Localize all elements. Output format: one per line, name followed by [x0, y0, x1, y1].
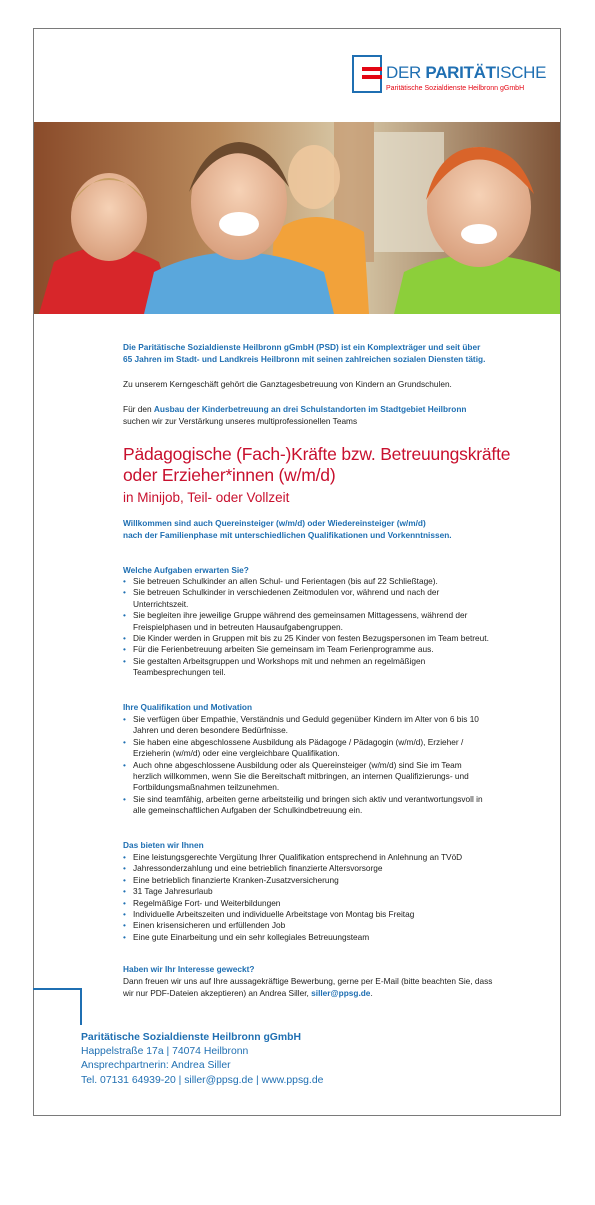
list-item: • Die Kinder werden in Gruppen mit bis zu 25 Kinder von festen Bezugspersonen im Team betreut.: [123, 633, 535, 644]
list-item: • Für die Ferienbetreuung arbeiten Sie gemeinsam im Team Ferienprogramme aus.: [123, 644, 535, 655]
list-item: • Einen krisensicheren und erfüllenden Job: [123, 920, 535, 931]
footer-company: Paritätische Sozialdienste Heilbronn gGmbH: [81, 1032, 301, 1043]
paritaetische-logo: [352, 55, 547, 97]
list-item: • Sie betreuen Schulkinder an allen Schul- und Ferientagen (bis auf 22 Schließtage).: [123, 576, 535, 587]
list-item: • Sie begleiten ihre jeweilige Gruppe während des gemeinsamen Mittagessens, während der Freispielphasen und in betreuten Hausaufgabengruppen.: [123, 610, 535, 633]
footer-address: Happelstraße 17a | 74074 Heilbronn: [81, 1046, 249, 1058]
logo-subtitle: Paritätische Sozialdienste Heilbronn gGmbH: [386, 85, 525, 92]
job-title-line-1: Pädagogische (Fach-)Kräfte bzw. Betreuungskräfte: [123, 444, 511, 464]
expansion-line-1: Für den Ausbau der Kinderbetreuung an drei Schulstandorten im Stadtgebiet Heilbronn: [123, 404, 467, 414]
footer-phone-email-web[interactable]: Tel. 07131 64939-20 | siller@ppsg.de | www.ppsg.de: [81, 1074, 324, 1086]
footer-contact-person: Ansprechpartnerin: Andrea Siller: [81, 1060, 231, 1072]
list-item: • Sie sind teamfähig, arbeiten gerne arbeitsteilig und bringen sich aktiv und verantwortungsvoll in alle gemeinschaftlichen Aufgaben der Schulkindbetreuung ein.: [123, 794, 535, 817]
job-title-line-2: oder Erzieher*innen (w/m/d): [123, 465, 336, 485]
welcome-line-1: Willkommen sind auch Quereinsteiger (w/m/d) oder Wiedereinsteiger (w/m/d): [123, 518, 426, 528]
interest-heading: Haben wir Ihr Interesse geweckt?: [123, 964, 255, 974]
interest-line-2: wir nur PDF-Dateien akzeptieren) an Andrea Siller, siller@ppsg.de.: [123, 988, 373, 998]
list-item: • Eine gute Einarbeitung und ein sehr kollegiales Betreuungsteam: [123, 932, 535, 943]
list-item: • Regelmäßige Fort- und Weiterbildungen: [123, 898, 535, 909]
logo-wordmark: DER PARITÄTISCHE: [386, 63, 547, 82]
tasks-list: [123, 576, 535, 679]
list-item: • Auch ohne abgeschlossene Ausbildung oder als Quereinsteiger (w/m/d) sind Sie im Team herzlich willkommen, wenn Sie die Bereitschaft mitbringen, an internen Qualifizierungs- und Fortbildungsmaßnahmen teilzunehmen.: [123, 760, 535, 794]
intro-line-1: Die Paritätische Sozialdienste Heilbronn gGmbH (PSD) ist ein Komplexträger und seit über: [123, 342, 481, 352]
footer-corner-line: [80, 988, 82, 1025]
footer-corner-line: [33, 988, 82, 990]
core-business-text: Zu unserem Kerngeschäft gehört die Ganztagesbetreuung von Kindern an Grundschulen.: [123, 379, 452, 389]
list-item: • Eine leistungsgerechte Vergütung Ihrer Qualifikation entsprechend in Anlehnung an TVöD: [123, 852, 535, 863]
list-item: • Sie gestalten Arbeitsgruppen und Workshops mit und nehmen an regelmäßigen Teambesprechungen teil.: [123, 656, 535, 679]
application-email-link[interactable]: siller@ppsg.de: [311, 988, 371, 998]
list-item: • 31 Tage Jahresurlaub: [123, 886, 535, 897]
list-item: • Sie haben eine abgeschlossene Ausbildung als Pädagoge / Pädagogin (w/m/d), Erzieher / Erzieherin (w/m/d) oder eine vergleichbare Qualifikation.: [123, 737, 535, 760]
tasks-heading: Welche Aufgaben erwarten Sie?: [123, 565, 249, 575]
expansion-line-2: suchen wir zur Verstärkung unseres multiprofessionellen Teams: [123, 416, 358, 426]
qualification-list: [123, 714, 535, 817]
intro-line-2: 65 Jahren im Stadt- und Landkreis Heilbronn mit seinen zahlreichen sozialen Diensten tätig.: [123, 354, 486, 364]
list-item: • Jahressonderzahlung und eine betrieblich finanzierte Altersvorsorge: [123, 863, 535, 874]
list-item: • Sie verfügen über Empathie, Verständnis und Geduld gegenüber Kindern im Alter von 6 bis 10 Jahren und deren besondere Bedürfnisse.: [123, 714, 535, 737]
welcome-line-2: nach der Familienphase mit unterschiedlichen Qualifikationen und Vorkenntnissen.: [123, 530, 452, 540]
list-item: • Individuelle Arbeitszeiten und individuelle Arbeitstage von Montag bis Freitag: [123, 909, 535, 920]
offer-heading: Das bieten wir Ihnen: [123, 840, 204, 850]
header-photo-children: [34, 122, 560, 314]
footer-contact: [81, 1031, 323, 1088]
job-subtitle: in Minijob, Teil- oder Vollzeit: [123, 490, 290, 505]
list-item: • Eine betrieblich finanzierte Kranken-Zusatzversicherung: [123, 875, 535, 886]
qualification-heading: Ihre Qualifikation und Motivation: [123, 702, 253, 712]
logo-mark-icon: [352, 55, 382, 93]
offer-list: [123, 852, 535, 943]
list-item: • Sie betreuen Schulkinder in verschiedenen Zeitmodulen vor, während und nach der Unterrichtszeit.: [123, 587, 535, 610]
interest-line-1: Dann freuen wir uns auf Ihre aussagekräftige Bewerbung, gerne per E-Mail (bitte beachten Sie, dass: [123, 976, 493, 986]
